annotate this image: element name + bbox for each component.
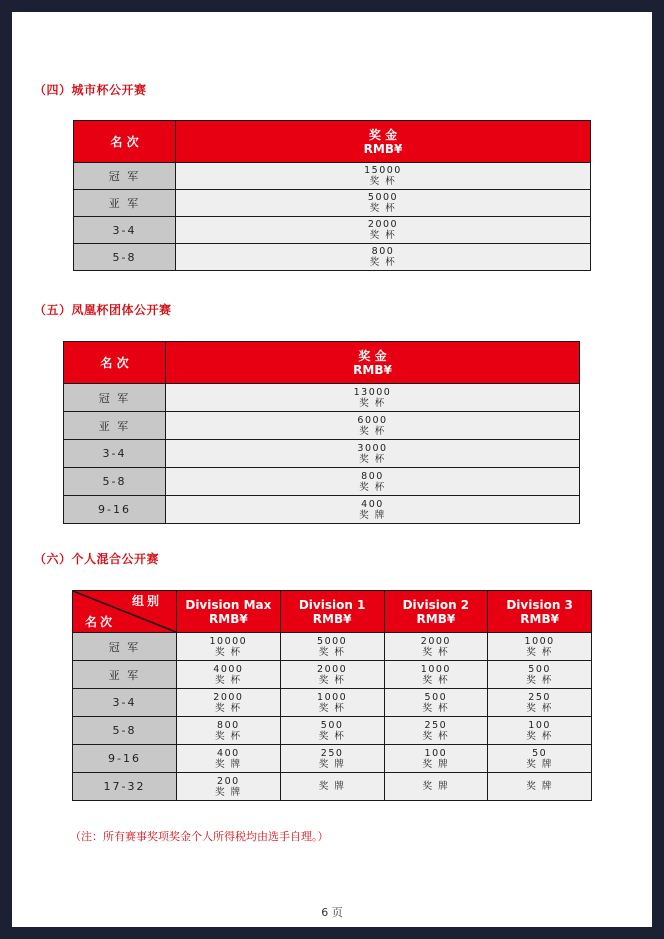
prize-award: 奖 杯 [526,674,553,686]
prize-cell [280,689,384,717]
prize-amount: 400 [217,747,240,759]
prize-award: 奖 杯 [369,257,397,268]
prize-award: 奖 牌 [359,509,386,521]
prize-award: 奖 杯 [369,203,397,214]
table-row [74,244,591,271]
prize-amount: 6000 [357,414,388,426]
rank-cell: 3-4 [64,440,166,468]
rank-cell: 3-4 [73,689,177,717]
prize-award: 奖 杯 [359,481,386,493]
rank-label: 名次 [85,615,116,629]
rank-header-label: 名 次 [110,134,139,149]
prize-cell [384,689,488,717]
division-name: Division 1 [298,597,366,612]
table-row [64,440,580,468]
table-row [74,217,591,244]
division-name: Division 3 [506,597,573,612]
prize-cell [280,633,384,661]
rank-cell: 冠 军 [74,163,176,190]
prize-amount: 3000 [357,442,388,454]
prize-cell [488,661,592,689]
prize-amount: 2000 [420,635,451,647]
prize-cell [384,633,488,661]
prize-cell [384,745,488,773]
rank-cell: 冠 军 [73,633,177,661]
table-row [73,689,592,717]
prize-award: 奖 杯 [526,702,553,714]
prize-cell [176,163,591,190]
prize-cell [280,661,384,689]
table-row [64,412,580,440]
prize-amount: 250 [424,719,448,731]
prize-award: 奖 牌 [215,786,242,798]
table-row [74,190,591,217]
prize-header-label: 奖 金 [358,348,387,363]
rank-cell: 17-32 [73,773,177,801]
prize-cell [488,773,592,801]
prize-header-currency: RMB¥ [363,141,403,156]
prize-amount: 100 [424,747,448,759]
prize-amount: 5000 [367,192,399,203]
table-row [73,661,592,689]
section-6-title: （六）个人混合公开赛 [34,552,160,566]
prize-award: 奖 牌 [526,758,553,770]
prize-amount: 1000 [420,663,451,675]
prize-award: 奖 杯 [318,674,346,686]
prize-cell [280,717,384,745]
prize-cell [176,190,591,217]
prize-award: 奖 杯 [422,702,450,714]
division-currency: RMB¥ [312,611,352,626]
prize-cell [384,773,488,801]
division-name: Division Max [185,597,272,612]
prize-award: 奖 牌 [215,758,242,770]
section-4-title: （四）城市杯公开赛 [34,83,147,97]
group-rank-corner-header [73,591,177,633]
table-row [73,773,592,801]
prize-header-label: 奖 金 [368,127,398,142]
prize-cell [177,689,281,717]
prize-award: 奖 杯 [359,453,386,465]
rank-cell: 3-4 [74,217,176,244]
prize-award: 奖 杯 [369,230,397,241]
rank-cell: 5-8 [74,244,176,271]
table-row [73,717,592,745]
prize-cell [177,717,281,745]
section-5-title: （五）凤凰杯团体公开赛 [34,303,172,317]
rank-cell: 9-16 [73,745,177,773]
city-cup-prize-table [73,120,591,271]
prize-cell [488,745,592,773]
prize-cell [166,412,580,440]
prize-amount: 15000 [364,165,402,176]
prize-amount: 800 [371,246,395,257]
phoenix-cup-team-prize-table [63,341,580,524]
table-row [64,496,580,524]
division-name: Division 2 [402,597,470,612]
prize-cell [280,773,384,801]
prize-award: 奖 牌 [526,781,553,792]
prize-amount: 800 [217,719,240,731]
prize-cell [166,468,580,496]
prize-award: 奖 杯 [526,646,553,658]
prize-cell [488,633,592,661]
prize-amount: 2000 [213,691,244,703]
prize-cell [488,689,592,717]
prize-cell [177,633,281,661]
rank-cell: 5-8 [64,468,166,496]
division-currency: RMB¥ [520,611,559,626]
prize-amount: 50 [532,747,548,759]
group-label: 组别 [131,594,162,608]
prize-award: 奖 杯 [422,646,450,658]
division-currency: RMB¥ [209,611,248,626]
prize-award: 奖 牌 [422,781,450,792]
prize-amount: 1000 [317,691,348,703]
prize-award: 奖 牌 [422,758,450,770]
prize-amount: 2000 [317,663,348,675]
prize-award: 奖 杯 [215,702,242,714]
prize-amount: 800 [361,470,384,482]
document-page [12,12,652,927]
rank-cell: 5-8 [73,717,177,745]
division-max-header [177,591,281,633]
prize-cell [166,440,580,468]
table-row [73,633,592,661]
prize-header-currency: RMB¥ [353,362,392,377]
table-row [73,745,592,773]
prize-cell [384,717,488,745]
prize-cell [384,661,488,689]
prize-amount: 4000 [213,663,244,675]
prize-award: 奖 杯 [359,425,386,437]
prize-header [176,121,591,163]
prize-award: 奖 杯 [526,730,553,742]
tax-note: （注：所有赛事奖项奖金个人所得税均由选手自理。） [70,830,329,843]
prize-amount: 100 [528,719,551,731]
prize-amount: 200 [217,775,240,787]
table-row [64,468,580,496]
prize-award: 奖 牌 [318,758,346,770]
division-currency: RMB¥ [416,611,456,626]
prize-amount: 1000 [524,635,555,647]
division-1-header [280,591,384,633]
prize-amount: 250 [320,747,344,759]
prize-amount: 2000 [367,219,399,230]
rank-cell: 9-16 [64,496,166,524]
individual-mixed-prize-table [72,590,592,801]
rank-header-label: 名 次 [100,355,129,370]
prize-award: 奖 杯 [422,674,450,686]
table-row [64,384,580,412]
prize-award: 奖 杯 [215,646,242,658]
prize-cell [177,773,281,801]
prize-award: 奖 杯 [318,646,346,658]
prize-award: 奖 杯 [318,730,346,742]
prize-amount: 400 [361,498,384,510]
rank-cell: 亚 军 [74,190,176,217]
prize-award: 奖 杯 [359,397,386,409]
rank-header [74,121,176,163]
division-3-header [488,591,592,633]
division-2-header [384,591,488,633]
prize-cell [176,244,591,271]
prize-award: 奖 杯 [369,176,397,187]
rank-cell: 亚 军 [73,661,177,689]
prize-cell [166,496,580,524]
table-row [74,163,591,190]
prize-cell [280,745,384,773]
prize-amount: 10000 [209,635,248,647]
prize-cell [177,661,281,689]
rank-cell: 亚 军 [64,412,166,440]
prize-cell [166,384,580,412]
prize-cell [488,717,592,745]
prize-award: 奖 杯 [215,730,242,742]
rank-cell: 冠 军 [64,384,166,412]
prize-amount: 500 [320,719,344,731]
prize-award: 奖 牌 [318,781,346,792]
page-number: 6 页 [321,906,343,919]
prize-cell [176,217,591,244]
prize-amount: 250 [528,691,551,703]
prize-award: 奖 杯 [318,702,346,714]
prize-amount: 13000 [353,386,392,398]
prize-award: 奖 杯 [215,674,242,686]
prize-amount: 500 [424,691,448,703]
prize-award: 奖 杯 [422,730,450,742]
rank-header [64,342,166,384]
prize-amount: 5000 [317,635,348,647]
prize-header [166,342,580,384]
prize-amount: 500 [528,663,551,675]
prize-cell [177,745,281,773]
